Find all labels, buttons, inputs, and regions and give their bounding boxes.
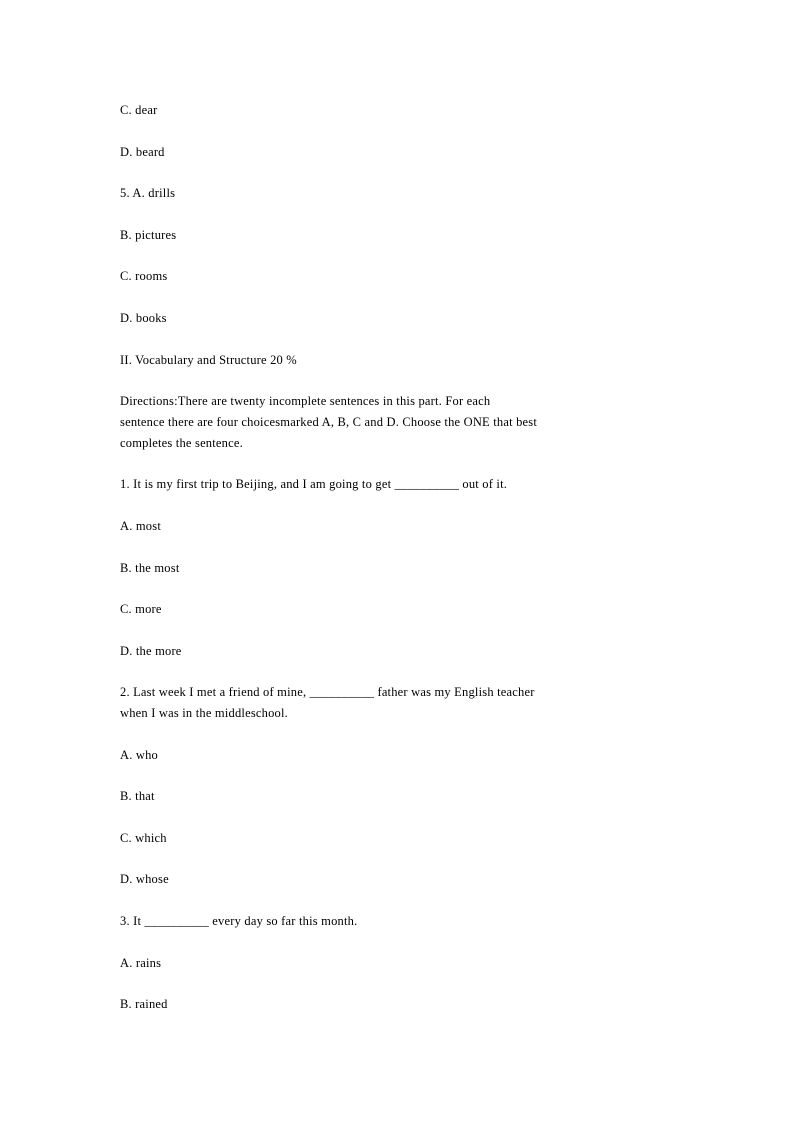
question-2-option-c: C. which <box>120 830 167 845</box>
question-1-option-c: C. more <box>120 602 162 617</box>
question-1-option-d: D. the more <box>120 643 182 658</box>
directions-line: sentence there are four choicesmarked A, B, C and D. Choose the ONE that best <box>120 414 538 429</box>
question-1-stem: 1. It is my first trip to Beijing, and I am going to get __________ out of it. <box>120 477 508 492</box>
question-1-option-a: A. most <box>120 518 161 533</box>
question-3-option-a: A. rains <box>120 955 162 970</box>
question-3-stem: 3. It __________ every day so far this month. <box>120 914 358 929</box>
question-2-stem: 2. Last week I met a friend of mine, __________ father was my English teacher <box>120 685 535 700</box>
question-2-option-d: D. whose <box>120 872 169 887</box>
question-5-option-b: B. pictures <box>120 227 177 242</box>
question-5-option-c: C. rooms <box>120 269 168 284</box>
question-3-option-b: B. rained <box>120 997 168 1012</box>
option-d: D. beard <box>120 144 165 159</box>
directions-line: Directions:There are twenty incomplete sentences in this part. For each <box>120 394 491 409</box>
section-heading: II. Vocabulary and Structure 20 % <box>120 352 297 367</box>
option-c: C. dear <box>120 103 158 117</box>
directions-paragraph <box>120 391 680 453</box>
question-2-option-a: A. who <box>120 747 159 762</box>
question-5-option-d: D. books <box>120 310 167 325</box>
question-2-stem-continued: when I was in the middleschool. <box>120 706 288 721</box>
question-2-option-b: B. that <box>120 789 155 804</box>
document-page <box>120 100 680 1015</box>
question-1-option-b: B. the most <box>120 560 180 575</box>
question-5-option-a: 5. A. drills <box>120 186 176 201</box>
directions-line: completes the sentence. <box>120 435 243 450</box>
